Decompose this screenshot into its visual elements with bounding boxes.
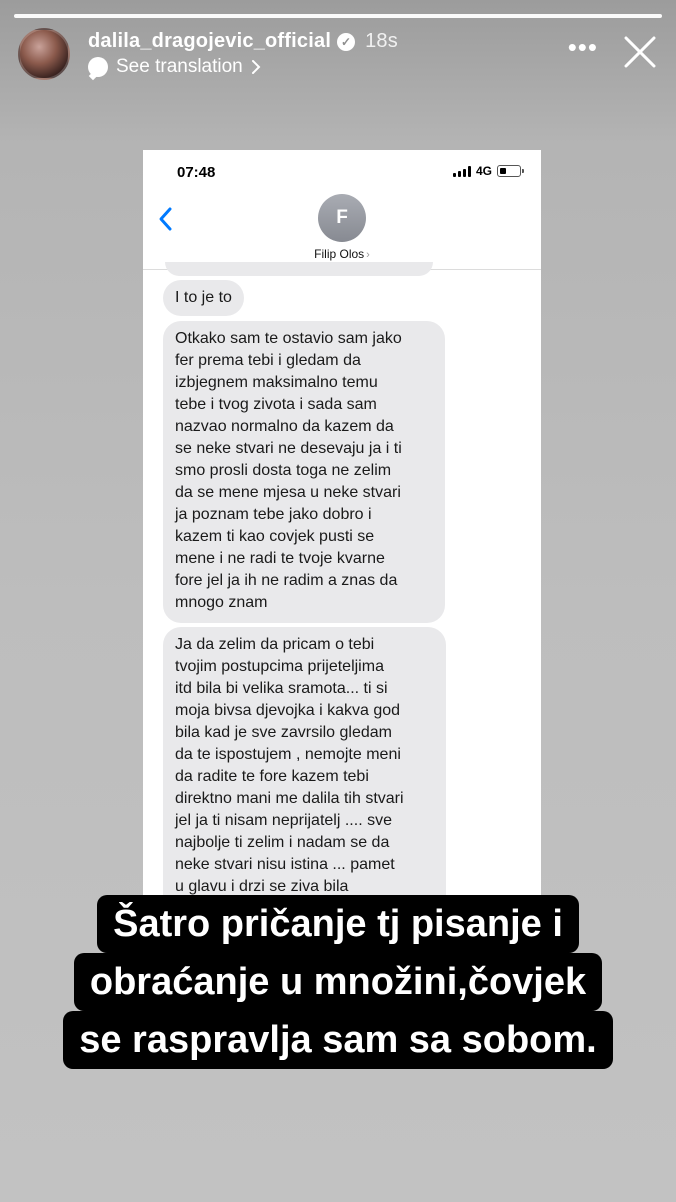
- message-bubble: Ja da zelim da pricam o tebi tvojim postupcima prijeteljima itd bila bi velika sramota... ti si moja bivsa djevojka i kakva god bila kad je sve zavrsilo gledam da te ispostujem , nemojte meni da radite te fore kazem tebi direktno mani me dalila tih stvari jel ja ti nisam neprijatelj .... sve najbolje ti zelim i nadam se da neke stvari nisu istina ... pamet u glavu i drzi se ziva bila: [163, 627, 446, 910]
- time-ago: 18s: [365, 30, 398, 52]
- chevron-right-icon: [251, 59, 261, 75]
- speech-bubble-icon: [88, 57, 108, 77]
- more-horizontal-icon[interactable]: •••: [567, 32, 598, 62]
- contact-name-row[interactable]: [143, 247, 541, 261]
- message-bubble: I to je to: [163, 280, 244, 316]
- chevron-right-icon: ›: [366, 249, 370, 261]
- battery-icon: [497, 165, 521, 177]
- caption-line: se raspravlja sam sa sobom.: [63, 1011, 613, 1069]
- story-progress-bar: [14, 14, 662, 18]
- contact-name: Filip Olos: [314, 247, 365, 261]
- close-icon[interactable]: [622, 34, 658, 70]
- message-bubble: Otkako sam te ostavio sam jako fer prema tebi i gledam da izbjegnem maksimalno temu tebe i tvog zivota i sada sam nazvao normalno da kazem da se neke stvari ne desevaju ja i ti smo prosli dosta toga ne zelim da se mene mjesa u neke stvari ja poznam tebe jako dobro i kazem ti kao covjek pusti se mene i ne radi te tvoje kvarne fore jel ja ih ne radim a znas da mnogo znam: [163, 321, 445, 623]
- previous-message-bubble: [165, 262, 433, 276]
- back-chevron-icon[interactable]: [157, 206, 173, 232]
- story-header: [18, 28, 660, 84]
- status-time: 07:48: [177, 164, 216, 181]
- message-screenshot: [143, 150, 541, 910]
- contact-avatar[interactable]: F: [318, 194, 366, 242]
- caption-line: Šatro pričanje tj pisanje i: [97, 895, 579, 953]
- story-username-row[interactable]: [88, 30, 398, 53]
- avatar[interactable]: [18, 28, 70, 80]
- see-translation-label: See translation: [116, 56, 243, 77]
- story-caption: [0, 895, 676, 1069]
- username[interactable]: dalila_dragojevic_official: [88, 30, 332, 52]
- cellular-signal-icon: [453, 166, 471, 177]
- see-translation-button[interactable]: [88, 56, 261, 78]
- caption-line: obraćanje u množini,čovjek: [74, 953, 602, 1011]
- verified-badge-icon: ✓: [337, 33, 355, 51]
- network-type: 4G: [475, 164, 492, 178]
- story-progress-segment: [14, 14, 662, 18]
- status-indicators: [453, 164, 521, 178]
